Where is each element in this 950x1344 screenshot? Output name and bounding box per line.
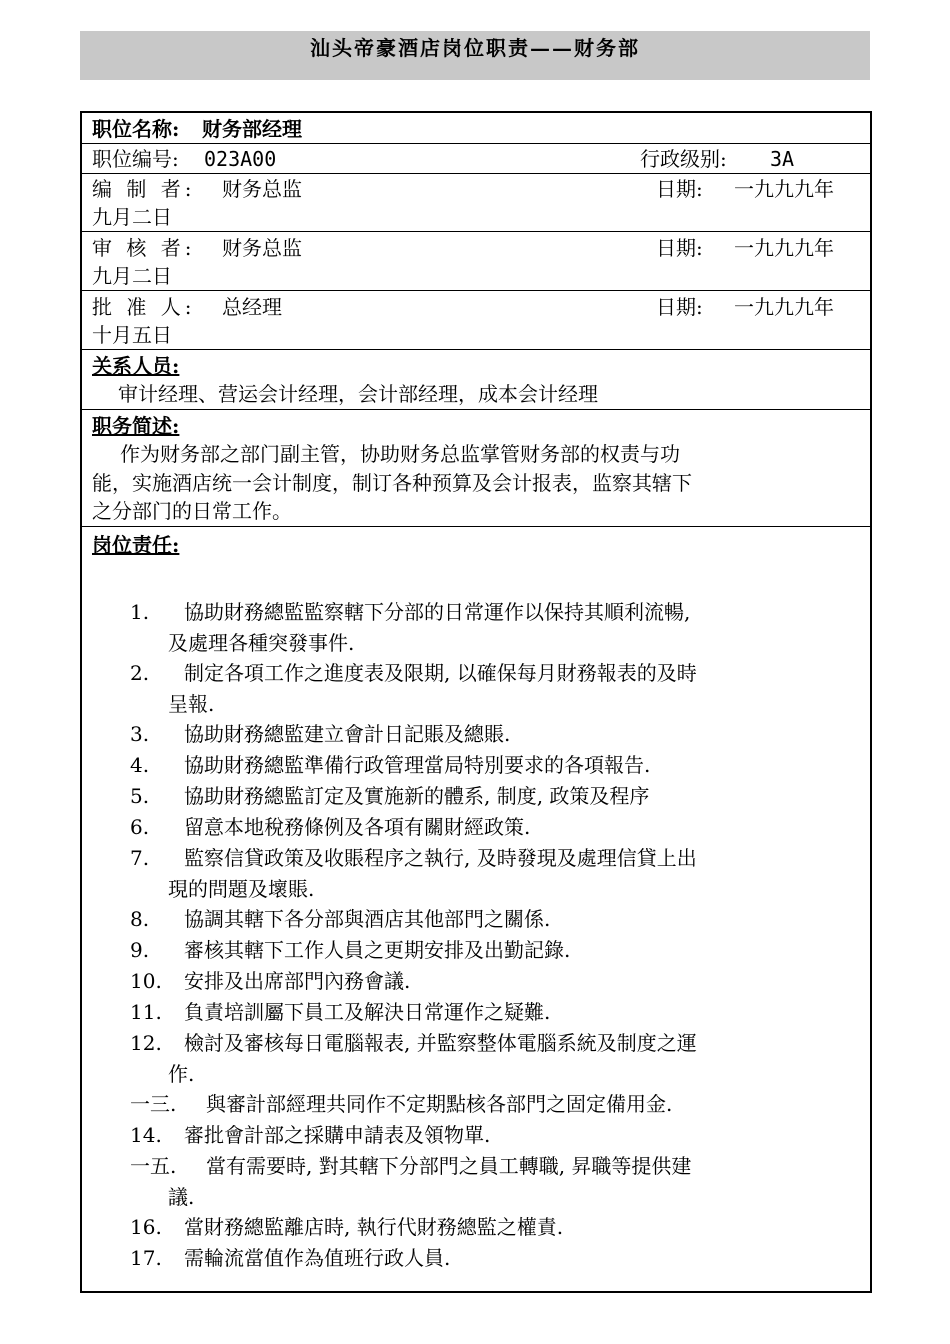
approved-date-day: 十月五日 (92, 323, 172, 347)
duties-label: 岗位责任: (92, 533, 180, 557)
reviewed-date-day: 九月二日 (92, 264, 172, 288)
duty-text: 當財務總監離店時, 執行代財務總監之權責. (184, 1215, 564, 1239)
duty-number: 5. (130, 784, 150, 808)
row-reviewed-by (82, 232, 870, 291)
duty-text: 監察信貸政策及收賬程序之執行, 及時發現及處理信貸上出 (184, 846, 697, 870)
duty-text: 協助財務總監監察轄下分部的日常運作以保持其順利流暢, (184, 600, 691, 624)
prepared-date-label: 日期: (656, 177, 703, 201)
duty-number: 10. (130, 969, 162, 993)
duty-text-cont: 及處理各種突發事件. (168, 631, 355, 655)
duty-text: 與審計部經理共同作不定期點核各部門之固定備用金. (206, 1092, 673, 1116)
duty-text: 審核其轄下工作人員之更期安排及出勤記錄. (184, 938, 571, 962)
approved-date-year: 一九九九年 (734, 295, 834, 319)
duty-number: 2. (130, 661, 150, 685)
document-title-bar (80, 31, 870, 80)
document-title: 汕头帝豪酒店岗位职责——财务部 (310, 36, 640, 60)
duty-text-cont: 現的問題及壞賬. (168, 877, 315, 901)
duty-text-cont: 呈報. (168, 692, 215, 716)
duty-number: 14. (130, 1123, 162, 1147)
duty-text: 制定各項工作之進度表及限期, 以確保每月財務報表的及時 (184, 661, 697, 685)
duty-number: 16. (130, 1215, 162, 1239)
admin-level-value: 3A (770, 147, 795, 171)
duty-number: 一三. (130, 1092, 177, 1116)
prepared-by-value: 财务总监 (222, 177, 302, 201)
row-position-name (82, 113, 870, 144)
duty-text-cont: 作. (168, 1062, 195, 1086)
duty-text: 協助財務總監準備行政管理當局特別要求的各項報告. (184, 753, 651, 777)
row-prepared-by (82, 174, 870, 232)
duty-text-cont: 議. (168, 1185, 195, 1209)
duty-number: 11. (130, 1000, 162, 1024)
duty-text: 留意本地稅務條例及各項有關財經政策. (184, 815, 531, 839)
duty-text: 安排及出席部門內務會議. (184, 969, 411, 993)
relations-label: 关系人员: (92, 354, 180, 378)
position-code-value: 023A00 (204, 147, 277, 171)
duty-number: 17. (130, 1246, 162, 1270)
duty-text: 審批會計部之採購申請表及領物單. (184, 1123, 491, 1147)
prepared-date-day: 九月二日 (92, 205, 172, 229)
duty-text: 負責培訓屬下員工及解決日常運作之疑難. (184, 1000, 551, 1024)
duty-text: 當有需要時, 對其轄下分部門之員工轉職, 昇職等提供建 (206, 1154, 692, 1178)
summary-line-1: 作为财务部之部门副主管，协助财务总监掌管财务部的权责与功 (120, 442, 680, 466)
duty-number: 8. (130, 907, 150, 931)
duty-number: 一五. (130, 1154, 177, 1178)
duty-number: 7. (130, 846, 150, 870)
row-relations (82, 350, 870, 410)
duty-number: 6. (130, 815, 150, 839)
job-description-form (80, 111, 872, 1293)
reviewed-by-label: 审 核 者: (92, 236, 196, 260)
position-code-label: 职位编号: (92, 147, 179, 171)
approved-by-value: 总经理 (222, 295, 282, 319)
duty-text: 協助財務總監訂定及實施新的體系, 制度, 政策及程序 (184, 784, 650, 808)
duty-number: 3. (130, 722, 150, 746)
row-approved-by (82, 291, 870, 350)
row-summary (82, 410, 870, 527)
admin-level-label: 行政级别: (640, 147, 727, 171)
prepared-date-year: 一九九九年 (734, 177, 834, 201)
duty-number: 12. (130, 1031, 162, 1055)
summary-line-2: 能，实施酒店统一会计制度，制订各种预算及会计报表，监察其辖下 (92, 471, 692, 495)
duty-text: 檢討及審核每日電腦報表, 并監察整体電腦系統及制度之運 (184, 1031, 697, 1055)
duty-text: 協助財務總監建立會計日記賬及總賬. (184, 722, 511, 746)
duty-text: 需輪流當值作為值班行政人員. (184, 1246, 451, 1270)
position-name-value: 财务部经理 (202, 117, 302, 141)
duty-number: 4. (130, 753, 150, 777)
relations-value: 审计经理、营运会计经理，会计部经理，成本会计经理 (118, 382, 598, 406)
position-name-label: 职位名称: (92, 117, 180, 141)
summary-label: 职务简述: (92, 414, 180, 438)
duty-number: 1. (130, 600, 150, 624)
summary-line-3: 之分部门的日常工作。 (92, 499, 292, 523)
duties-section (82, 527, 870, 1291)
prepared-by-label: 编 制 者: (92, 177, 196, 201)
row-position-code (82, 144, 870, 174)
duty-text: 協調其轄下各分部與酒店其他部門之關係. (184, 907, 551, 931)
approved-date-label: 日期: (656, 295, 703, 319)
reviewed-date-label: 日期: (656, 236, 703, 260)
reviewed-by-value: 财务总监 (222, 236, 302, 260)
approved-by-label: 批 准 人: (92, 295, 196, 319)
duty-number: 9. (130, 938, 150, 962)
reviewed-date-year: 一九九九年 (734, 236, 834, 260)
